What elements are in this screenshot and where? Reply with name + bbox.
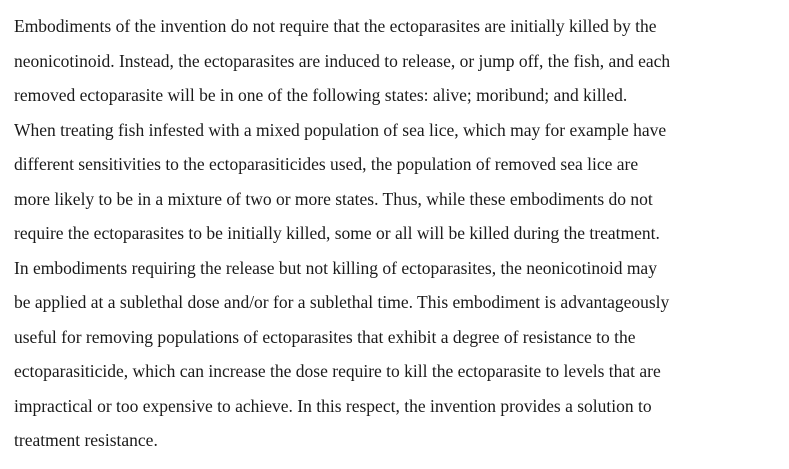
body-paragraph [14, 9, 670, 458]
text-line: treatment resistance. [14, 430, 158, 450]
text-line: impractical or too expensive to achieve. In this respect, the invention provides a solution to [14, 395, 652, 416]
text-line: useful for removing populations of ectoparasites that exhibit a degree of resistance to the [14, 326, 636, 347]
text-line: be applied at a sublethal dose and/or for a sublethal time. This embodiment is advantageously [14, 292, 670, 312]
text-line: neonicotinoid. Instead, the ectoparasites are induced to release, or jump off, the fish, and each [14, 50, 671, 71]
text-line: In embodiments requiring the release but not killing of ectoparasites, the neonicotinoid may [14, 257, 657, 278]
text-line: require the ectoparasites to be initially killed, some or all will be killed during the treatment. [14, 223, 660, 243]
text-line: different sensitivities to the ectoparasiticides used, the population of removed sea lice are [14, 154, 639, 174]
text-line: more likely to be in a mixture of two or more states. Thus, while these embodiments do not [14, 188, 653, 209]
text-line: Embodiments of the invention do not require that the ectoparasites are initially killed by the [14, 16, 657, 36]
text-line: When treating fish infested with a mixed population of sea lice, which may for example have [14, 119, 667, 140]
text-line: ectoparasiticide, which can increase the dose require to kill the ectoparasite to levels that are [14, 361, 661, 381]
text-line: removed ectoparasite will be in one of the following states: alive; moribund; and killed. [14, 85, 628, 105]
